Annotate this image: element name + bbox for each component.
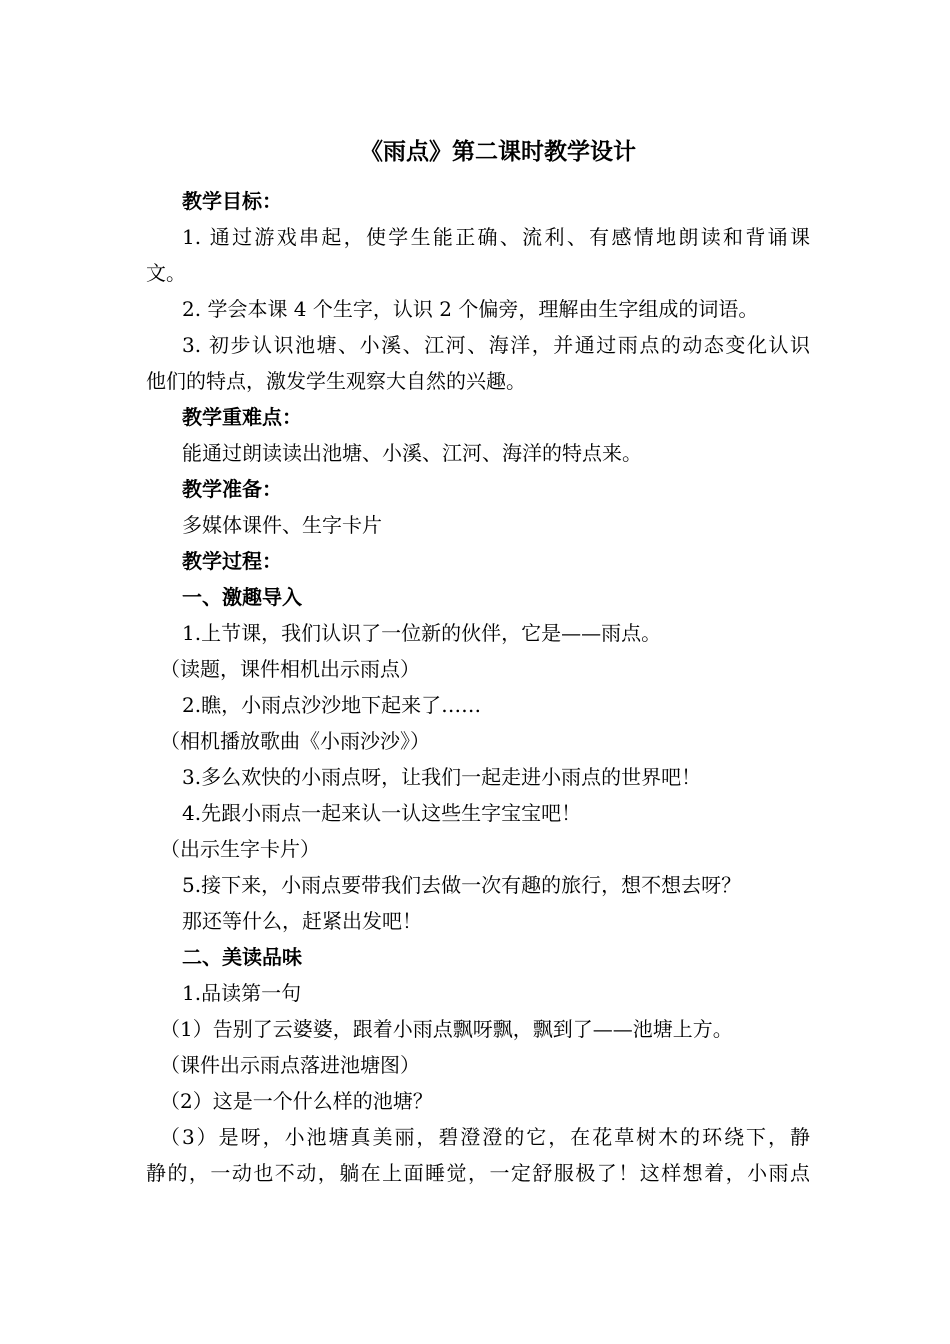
section-2-item-1-c-line-2: 静的，一动也不动，躺在上面睡觉，一定舒服极了！这样想着，小雨点 — [146, 1161, 810, 1185]
section-1-heading: 一、激趣导入 — [182, 585, 302, 609]
section-1-item-4: 4.先跟小雨点一起来认一认这些生字宝宝吧！ — [182, 801, 582, 825]
section-1-item-5: 5.接下来，小雨点要带我们去做一次有趣的旅行，想不想去呀？ — [182, 873, 742, 897]
goal-3-line-1: 3. 初步认识池塘、小溪、江河、海洋，并通过雨点的动态变化认识 — [182, 333, 810, 357]
heading-key-points: 教学重难点： — [182, 405, 302, 429]
key-points-text: 能通过朗读读出池塘、小溪、江河、海洋的特点来。 — [182, 441, 642, 465]
section-1-item-1-note: （读题，课件相机出示雨点） — [160, 657, 420, 681]
heading-process: 教学过程： — [182, 549, 282, 573]
section-1-item-1: 1.上节课，我们认识了一位新的伙伴，它是——雨点。 — [182, 621, 662, 645]
heading-preparation: 教学准备： — [182, 477, 282, 501]
section-1-item-4-note: （出示生字卡片） — [160, 837, 320, 861]
section-1-item-2: 2.瞧，小雨点沙沙地下起来了…… — [182, 693, 482, 717]
goal-1-line-1: 1. 通过游戏串起，使学生能正确、流利、有感情地朗读和背诵课 — [182, 225, 810, 249]
section-2-item-1-c-line-1: （3）是呀，小池塘真美丽，碧澄澄的它，在花草树木的环绕下，静 — [160, 1125, 810, 1149]
goal-3-line-2: 他们的特点，激发学生观察大自然的兴趣。 — [146, 369, 526, 393]
page-title: 《雨点》第二课时教学设计 — [360, 138, 636, 165]
preparation-text: 多媒体课件、生字卡片 — [182, 513, 382, 537]
section-2-item-1: 1.品读第一句 — [182, 981, 302, 1005]
section-1-item-2-note: （相机播放歌曲《小雨沙沙》） — [160, 729, 430, 753]
section-1-item-5-cont: 那还等什么，赶紧出发吧！ — [182, 909, 422, 933]
section-2-item-1-b: （2）这是一个什么样的池塘？ — [160, 1089, 433, 1113]
section-2-item-1-a-note: （课件出示雨点落进池塘图） — [160, 1053, 420, 1077]
goal-1-line-2: 文。 — [146, 261, 186, 285]
heading-goals: 教学目标： — [182, 189, 282, 213]
section-2-heading: 二、美读品味 — [182, 945, 302, 969]
section-1-item-3: 3.多么欢快的小雨点呀，让我们一起走进小雨点的世界吧！ — [182, 765, 702, 789]
section-2-item-1-a: （1）告别了云婆婆，跟着小雨点飘呀飘，飘到了——池塘上方。 — [160, 1017, 733, 1041]
goal-2: 2. 学会本课 4 个生字，认识 2 个偏旁，理解由生字组成的词语。 — [182, 297, 759, 321]
